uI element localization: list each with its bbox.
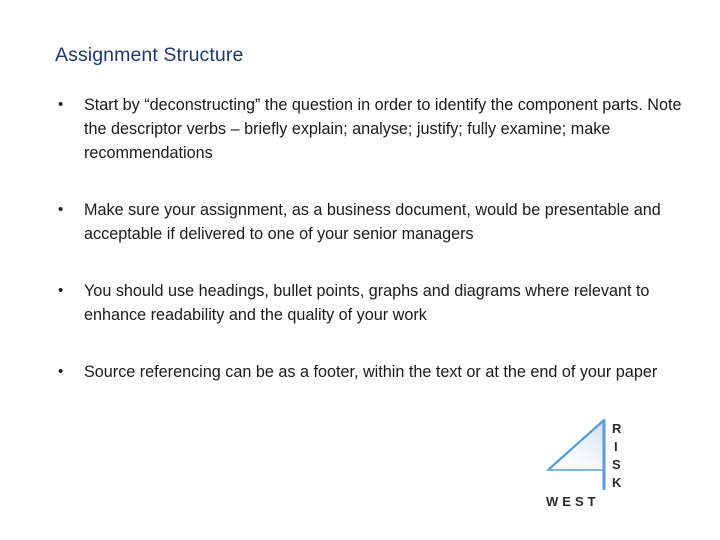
logo-letter-r: R <box>612 421 622 436</box>
bullet-item: • Make sure your assignment, as a business document, would be presentable and acceptable if delivered to one of your senior managers <box>58 198 698 246</box>
logo-word-west: WEST <box>546 494 600 509</box>
logo-letter-k: K <box>612 475 622 490</box>
slide-title: Assignment Structure <box>55 44 244 66</box>
risk-west-logo <box>542 418 634 512</box>
bullet-item: • You should use headings, bullet points, graphs and diagrams where relevant to enhance readability and the quality of your work <box>58 279 698 327</box>
bullet-item: • Source referencing can be as a footer, within the text or at the end of your paper <box>58 360 698 384</box>
logo-letter-s: S <box>612 457 621 472</box>
bullet-list <box>58 93 698 417</box>
bullet-item: • Start by “deconstructing” the question in order to identify the component parts. Note the descriptor verbs – briefly explain; analyse; justify; fully examine; make recommendations <box>58 93 698 165</box>
logo-letter-i: I <box>614 439 618 454</box>
